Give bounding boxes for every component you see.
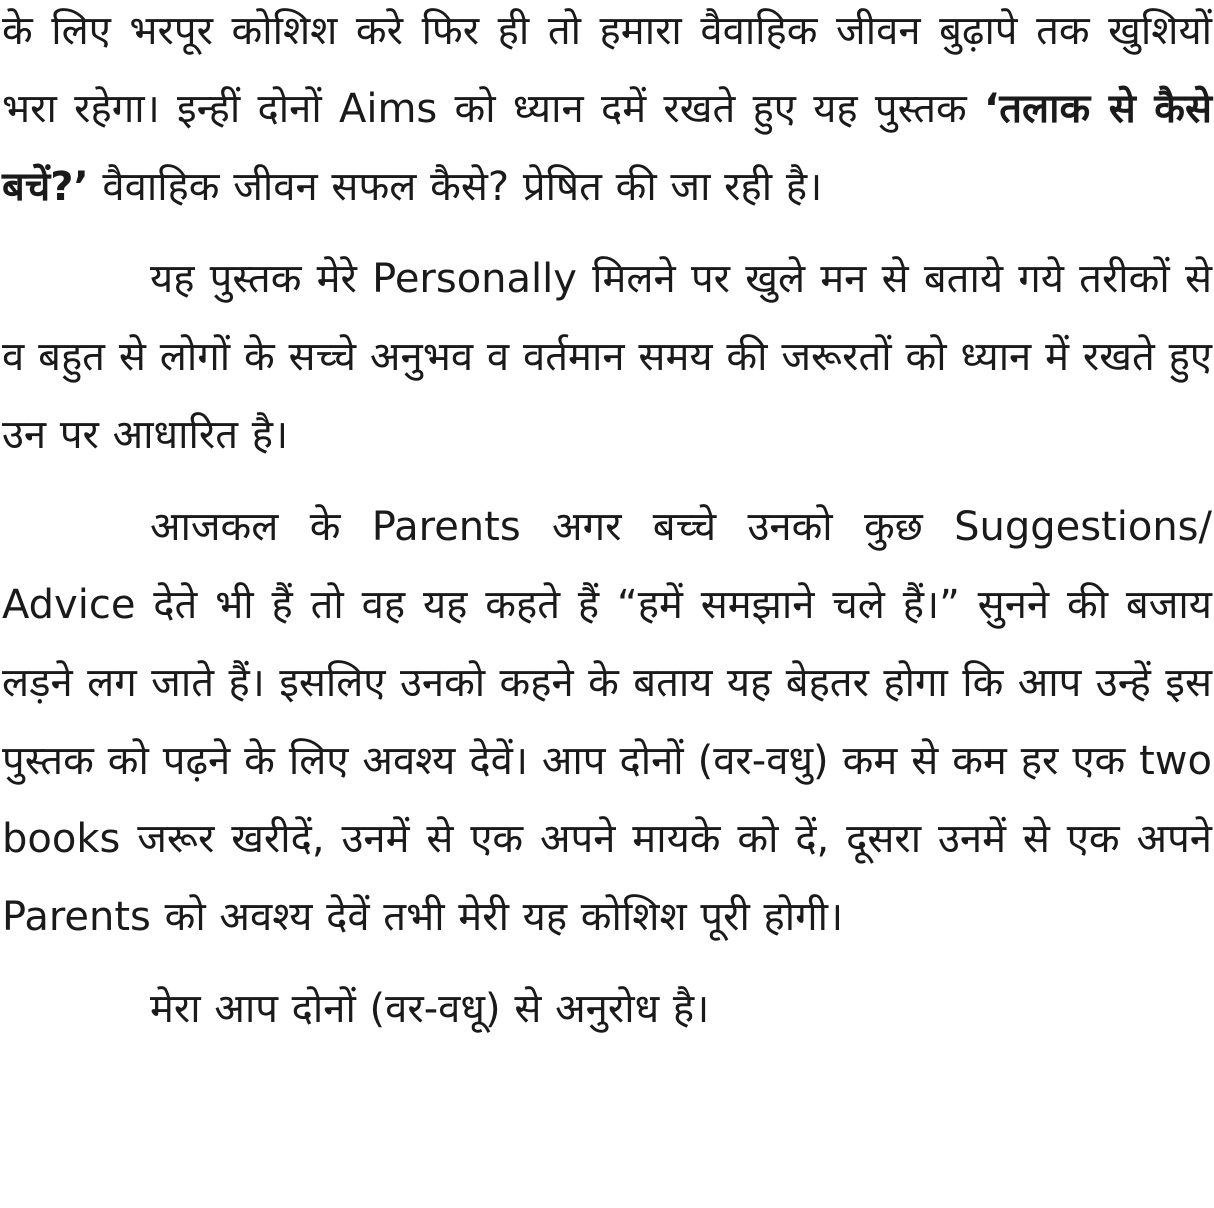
paragraph-4: मेरा आप दोनों (वर-वधू) से अनुरोध है। [150,986,710,1032]
paragraph-3: आजकल के Parents अगर बच्चे उनको कुछ Suggestions/ Advice देते भी हैं तो वह यह कहते हैं “हमें समझाने चले हैं।” सुनने की बजाय लड़ने लग जाते हैं। इसलिए उनको कहने के बताय यह बेहतर होगा कि आप उन्हें इस पुस्तक को पढ़ने के लिए अवश्य देवें। आप दोनों (वर-वधु) कम से कम हर एक two books जरूर खरीदें, उनमें से एक अपने मायके को दें, दूसरा उनमें से एक अपने Parents को अवश्य देवें तभी मेरी यह कोशिश पूरी होगी। [2,504,1212,940]
paragraph-2: यह पुस्तक मेरे Personally मिलने पर खुले मन से बताये गये तरीकों से व बहुत से लोगों के सच्चे अनुभव व वर्तमान समय की जरूरतों को ध्यान में रखते हुए उन पर आधारित है। [2,256,1212,458]
paragraph-1-text-start: के लिए भरपूर कोशिश करे फिर ही तो हमारा वैवाहिक जीवन बुढ़ापे तक खुशियों भरा रहेगा। इन्हीं दोनों Aims को ध्यान दमें रखते हुए यह पुस्तक [2,8,1212,132]
paragraph-1 [2,0,1212,226]
paragraph-1-text-end: वैवाहिक जीवन सफल कैसे? प्रेषित की जा रही है। [88,164,823,210]
book-title: ‘तलाक से कैसे बचें?’ [2,86,1212,210]
